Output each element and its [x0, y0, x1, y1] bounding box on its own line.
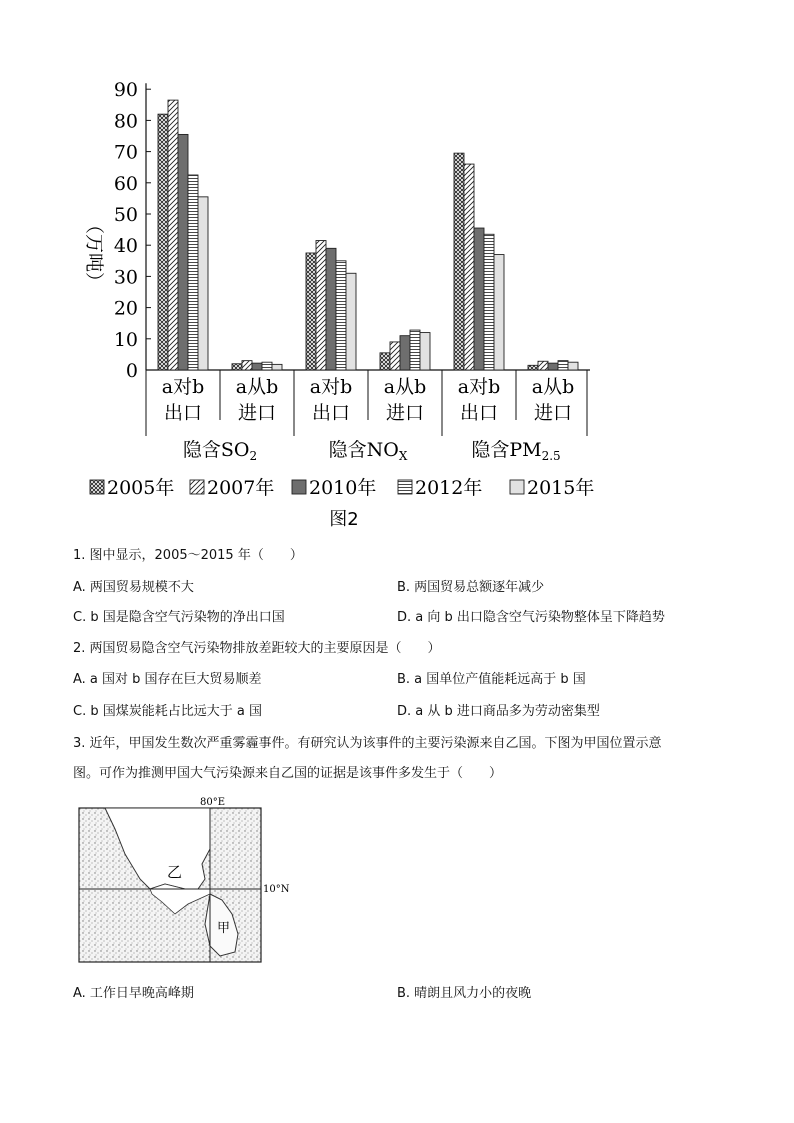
q3-stem-line1: 3. 近年，甲国发生数次严重雾霾事件。有研究认为该事件的主要污染源来自乙国。下图为甲国位置示意	[73, 736, 662, 751]
legend-label: 2010年	[309, 477, 377, 499]
legend-label: 2015年	[527, 477, 595, 499]
y-tick-label: 50	[113, 204, 138, 226]
lon-label: 80°E	[200, 797, 226, 808]
bar	[548, 363, 558, 370]
y-tick-label: 40	[113, 235, 138, 258]
group-label: 隐含$SO_2$	[182, 439, 258, 463]
bar	[494, 255, 504, 370]
q1-option-b[interactable]: B. 两国贸易总额逐年减少	[397, 580, 545, 595]
y-tick-label: 30	[113, 266, 138, 289]
y-tick-label: 20	[113, 297, 138, 320]
y-tick-label: 70	[113, 141, 138, 164]
category-label-line1: a对b	[309, 376, 353, 398]
bar	[252, 363, 262, 370]
bar	[316, 241, 326, 370]
bar	[306, 253, 316, 370]
group-label: 隐含$PM_{2.5}$	[471, 439, 561, 463]
location-map	[70, 794, 290, 966]
bar	[232, 364, 242, 370]
bar	[528, 365, 538, 370]
category-label-line2: 出口	[311, 402, 351, 424]
q1-option-c[interactable]: C. b 国是隐含空气污染物的净出口国	[73, 610, 285, 625]
bar	[242, 361, 252, 370]
legend-label: 2007年	[207, 477, 275, 499]
category-label-line1: a从b	[531, 376, 575, 398]
category-label-line2: 出口	[163, 402, 203, 424]
q2-option-d[interactable]: D. a 从 b 进口商品多为劳动密集型	[397, 704, 600, 719]
q3-option-b[interactable]: B. 晴朗且风力小的夜晚	[397, 986, 532, 1001]
bar	[400, 336, 410, 370]
label-yi: 乙	[167, 863, 183, 881]
y-axis-label: （万吨）	[83, 214, 105, 292]
group-label: 隐含$NO_X$	[328, 439, 408, 463]
q3-option-a[interactable]: A. 工作日早晚高峰期	[73, 986, 194, 1001]
legend-swatch	[398, 480, 412, 494]
legend-swatch	[90, 480, 104, 494]
bar	[538, 361, 548, 370]
y-tick-label: 10	[113, 328, 138, 351]
y-tick-label: 90	[113, 79, 138, 102]
q1-option-a[interactable]: A. 两国贸易规模不大	[73, 580, 194, 595]
category-label-line1: a对b	[457, 376, 501, 398]
bar	[262, 362, 272, 370]
bar	[420, 333, 430, 370]
q1-stem: 1. 图中显示，2005～2015 年（ ）	[73, 548, 303, 563]
lat-label: 10°N	[263, 884, 290, 895]
legend-label: 2012年	[415, 477, 483, 499]
legend-swatch	[510, 480, 524, 494]
bar	[178, 134, 188, 370]
bar	[326, 248, 336, 370]
bar	[346, 273, 356, 370]
category-label-line2: 进口	[237, 402, 277, 424]
bar	[568, 362, 578, 370]
legend-swatch	[292, 480, 306, 494]
y-tick-label: 0	[125, 360, 138, 382]
bar	[410, 330, 420, 370]
category-label-line1: a从b	[383, 376, 427, 398]
bar	[558, 361, 568, 370]
q2-option-b[interactable]: B. a 国单位产值能耗远高于 b 国	[397, 672, 586, 687]
bar	[336, 261, 346, 370]
category-label-line2: 进口	[385, 402, 425, 424]
legend-swatch	[190, 480, 204, 494]
bar	[272, 364, 282, 370]
bar	[198, 197, 208, 370]
q1-option-d[interactable]: D. a 向 b 出口隐含空气污染物整体呈下降趋势	[397, 610, 665, 625]
q2-option-c[interactable]: C. b 国煤炭能耗占比远大于 a 国	[73, 704, 262, 719]
q2-stem: 2. 两国贸易隐含空气污染物排放差距较大的主要原因是（ ）	[73, 641, 441, 656]
bar	[484, 234, 494, 370]
q3-stem-line2: 图。可作为推测甲国大气污染源来自乙国的证据是该事件多发生于（ ）	[73, 766, 503, 781]
bar	[380, 353, 390, 370]
category-label-line1: a从b	[235, 376, 279, 398]
bar	[390, 342, 400, 370]
category-label-line2: 出口	[459, 402, 499, 424]
pollution-bar-chart	[0, 0, 794, 540]
bar	[168, 100, 178, 370]
category-label-line1: a对b	[161, 376, 205, 398]
legend-label: 2005年	[107, 477, 175, 499]
y-tick-label: 60	[113, 172, 138, 195]
bar	[464, 164, 474, 370]
label-jia: 甲	[217, 921, 231, 936]
q2-option-a[interactable]: A. a 国对 b 国存在巨大贸易顺差	[73, 672, 262, 687]
bar	[474, 228, 484, 370]
chart-caption: 图2	[329, 509, 359, 530]
y-tick-label: 80	[113, 110, 138, 133]
bar	[158, 114, 168, 370]
bar	[454, 153, 464, 370]
category-label-line2: 进口	[533, 402, 573, 424]
bar	[188, 175, 198, 370]
